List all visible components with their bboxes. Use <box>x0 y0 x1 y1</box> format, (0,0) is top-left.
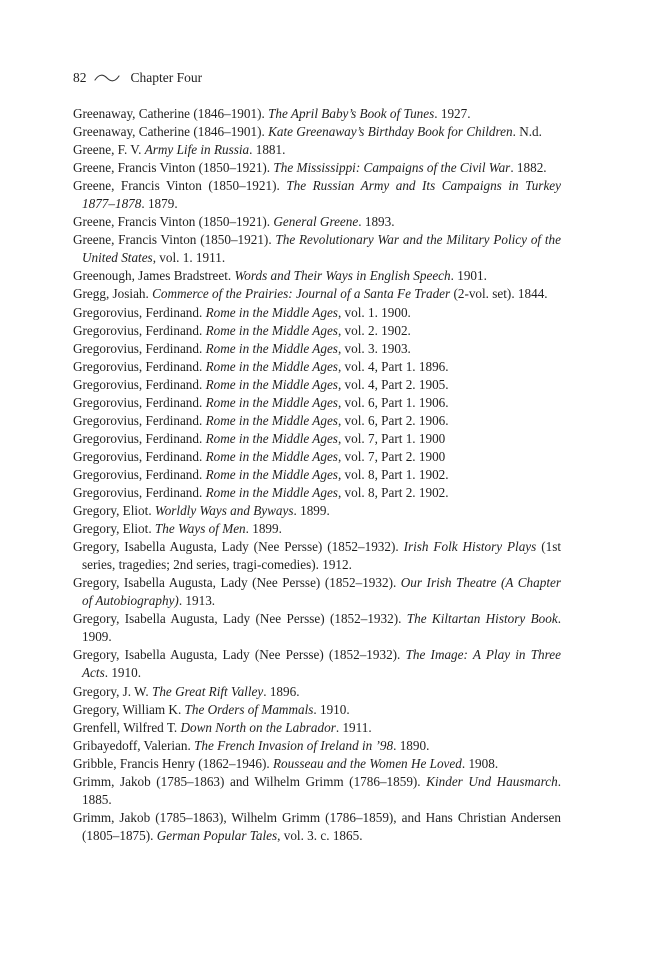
swash-icon <box>94 73 120 83</box>
entry-author: Gregorovius, Ferdinand. <box>73 304 206 320</box>
entry-title: Rome in the Middle Ages <box>205 322 338 338</box>
entry-title: Rome in the Middle Ages <box>205 358 338 374</box>
entry-title: Down North on the Labrador <box>180 719 336 735</box>
entry-details: . 1911. <box>335 719 372 735</box>
bibliography-entry <box>73 538 561 574</box>
entry-details: . N.d. <box>512 124 542 140</box>
bibliography-entry <box>73 520 561 538</box>
bibliography-entry <box>73 177 561 213</box>
entry-title: The Orders of Mammals <box>184 701 314 717</box>
entry-author: Gribayedoff, Valerian. <box>73 737 195 753</box>
entry-title: Army Life in Russia <box>144 142 250 158</box>
entry-title: Rousseau and the Women He Loved <box>272 755 462 771</box>
entry-author: Gregory, Isabella Augusta, Lady (Nee Persse) (1852–1932). <box>73 611 407 627</box>
entry-author: Grimm, Jakob (1785–1863), Wilhelm Grimm (1786–1859), and Hans Christian Andersen (1805–1875). <box>73 809 561 843</box>
entry-title: Rome in the Middle Ages <box>205 376 338 392</box>
entry-title: Kinder Und Hausmarch <box>426 773 558 789</box>
entry-title: Rome in the Middle Ages <box>205 304 338 320</box>
entry-author: Gregorovius, Ferdinand. <box>73 358 206 374</box>
bibliography-entry <box>73 484 561 502</box>
running-head <box>73 62 561 94</box>
bibliography-entry <box>73 376 561 394</box>
bibliography-entry <box>73 809 561 845</box>
entry-author: Gregory, Eliot. <box>73 521 155 537</box>
bibliography-entry <box>73 141 561 159</box>
bibliography-entry <box>73 773 561 809</box>
entry-title: Kate Greenaway’s Birthday Book for Children <box>268 124 513 140</box>
entry-details: . 1910. <box>104 665 141 681</box>
entry-title: Rome in the Middle Ages <box>205 340 338 356</box>
entry-title: The Kiltartan History Book <box>406 611 558 627</box>
entry-title: Rome in the Middle Ages <box>205 448 338 464</box>
entry-title: German Popular Tales <box>156 827 278 843</box>
entry-author: Grimm, Jakob (1785–1863) and Wilhelm Grimm (1786–1859). <box>73 773 427 789</box>
entry-author: Grenfell, Wilfred T. <box>73 719 181 735</box>
entry-details: , vol. 4, Part 2. 1905. <box>337 376 449 392</box>
bibliography-entry <box>73 123 561 141</box>
entry-details: , vol. 7, Part 1. 1900 <box>337 430 446 446</box>
entry-details: . 1913. <box>178 593 216 609</box>
entry-author: Gregorovius, Ferdinand. <box>73 322 206 338</box>
bibliography-entry <box>73 646 561 682</box>
bibliography-entry <box>73 737 561 755</box>
entry-details: (2-vol. set). 1844. <box>450 286 548 302</box>
entry-title: Rome in the Middle Ages <box>205 430 338 446</box>
entry-details: , vol. 1. 1900. <box>337 304 411 320</box>
entry-details: , vol. 6, Part 1. 1906. <box>337 394 449 410</box>
bibliography-entry <box>73 304 561 322</box>
entry-details: , vol. 3. c. 1865. <box>277 827 363 843</box>
entry-title: The French Invasion of Ireland in ’98 <box>194 737 394 753</box>
entry-author: Greenaway, Catherine (1846–1901). <box>73 124 269 140</box>
entry-author: Gregorovius, Ferdinand. <box>73 412 206 428</box>
bibliography-entry <box>73 105 561 123</box>
entry-details: , vol. 6, Part 2. 1906. <box>337 412 449 428</box>
entry-details: , vol. 1. 1911. <box>152 250 226 266</box>
entry-details: . 1881. <box>249 142 286 158</box>
entry-author: Gregory, Isabella Augusta, Lady (Nee Persse) (1852–1932). <box>73 575 401 591</box>
entry-title: Commerce of the Prairies: Journal of a Santa Fe Trader <box>152 286 451 302</box>
bibliography-list <box>73 105 561 845</box>
entry-author: Greenough, James Bradstreet. <box>73 268 235 284</box>
entry-author: Gregorovius, Ferdinand. <box>73 448 206 464</box>
entry-author: Gregorovius, Ferdinand. <box>73 394 206 410</box>
entry-details: . 1908. <box>461 755 499 771</box>
bibliography-entry <box>73 610 561 646</box>
entry-details: , vol. 8, Part 2. 1902. <box>337 484 449 500</box>
bibliography-entry <box>73 448 561 466</box>
entry-author: Gregory, Isabella Augusta, Lady (Nee Persse) (1852–1932). <box>73 539 404 555</box>
entry-title: The Image: A Play in Three Acts <box>82 647 561 681</box>
entry-title: Our Irish Theatre (A Chapter of Autobiography) <box>82 575 561 609</box>
entry-author: Greene, Francis Vinton (1850–1921). <box>73 160 274 176</box>
entry-author: Gregorovius, Ferdinand. <box>73 484 206 500</box>
entry-author: Greenaway, Catherine (1846–1901). <box>73 106 269 121</box>
entry-author: Gregorovius, Ferdinand. <box>73 340 206 356</box>
bibliography-entry <box>73 231 561 267</box>
bibliography-entry <box>73 159 561 177</box>
entry-title: Worldly Ways and Byways <box>154 503 294 519</box>
entry-author: Greene, Francis Vinton (1850–1921). <box>73 214 274 230</box>
entry-title: The April Baby’s Book of Tunes <box>268 106 435 121</box>
bibliography-entry <box>73 430 561 448</box>
entry-details: . 1885. <box>82 773 561 807</box>
entry-title: The Ways of Men <box>154 521 246 537</box>
entry-details: (1st series, tragedies; 2nd series, tragi-comedies). 1912. <box>82 539 561 573</box>
bibliography-entry <box>73 683 561 701</box>
bibliography-entry <box>73 412 561 430</box>
entry-title: Rome in the Middle Ages <box>205 412 338 428</box>
entry-details: . 1879. <box>141 196 178 212</box>
entry-title: The Revolutionary War and the Military Policy of the United States <box>82 232 561 266</box>
entry-details: , vol. 3. 1903. <box>337 340 411 356</box>
entry-details: , vol. 7, Part 2. 1900 <box>337 448 446 464</box>
entry-details: , vol. 2. 1902. <box>337 322 411 338</box>
entry-author: Gregg, Josiah. <box>73 286 153 302</box>
entry-title: General Greene <box>273 214 359 230</box>
chapter-title: Chapter Four <box>130 70 203 85</box>
page-number: 82 <box>73 70 87 85</box>
entry-author: Greene, Francis Vinton (1850–1921). <box>73 232 276 248</box>
book-page <box>73 62 561 845</box>
entry-title: Words and Their Ways in English Speech <box>234 268 451 284</box>
bibliography-entry <box>73 394 561 412</box>
entry-title: Rome in the Middle Ages <box>205 484 338 500</box>
entry-details: . 1909. <box>82 611 561 645</box>
entry-title: The Russian Army and Its Campaigns in Turkey 1877–1878 <box>82 178 562 212</box>
entry-title: The Mississippi: Campaigns of the Civil War <box>273 160 511 176</box>
entry-details: , vol. 4, Part 1. 1896. <box>337 358 449 374</box>
entry-title: Irish Folk History Plays <box>403 539 537 555</box>
entry-author: Gribble, Francis Henry (1862–1946). <box>73 755 273 771</box>
bibliography-entry <box>73 502 561 520</box>
entry-title: The Great Rift Valley <box>152 683 264 699</box>
entry-author: Gregory, Isabella Augusta, Lady (Nee Persse) (1852–1932). <box>73 647 406 663</box>
entry-author: Gregory, William K. <box>73 701 185 717</box>
entry-author: Gregory, J. W. <box>73 683 152 699</box>
entry-details: . 1893. <box>358 214 395 230</box>
entry-details: . 1910. <box>313 701 350 717</box>
bibliography-entry <box>73 755 561 773</box>
entry-author: Gregorovius, Ferdinand. <box>73 430 206 446</box>
entry-author: Greene, F. V. <box>73 142 145 158</box>
bibliography-entry <box>73 574 561 610</box>
bibliography-entry <box>73 466 561 484</box>
entry-details: . 1927. <box>434 106 471 121</box>
bibliography-entry <box>73 267 561 285</box>
bibliography-entry <box>73 322 561 340</box>
bibliography-entry <box>73 340 561 358</box>
entry-details: . 1901. <box>450 268 487 284</box>
entry-details: . 1890. <box>393 737 430 753</box>
entry-details: , vol. 8, Part 1. 1902. <box>337 466 449 482</box>
entry-details: . 1882. <box>510 160 547 176</box>
entry-author: Greene, Francis Vinton (1850–1921). <box>73 178 287 194</box>
bibliography-entry <box>73 285 561 303</box>
entry-details: . 1899. <box>293 503 330 519</box>
bibliography-entry <box>73 358 561 376</box>
entry-title: Rome in the Middle Ages <box>205 394 338 410</box>
bibliography-entry <box>73 213 561 231</box>
entry-title: Rome in the Middle Ages <box>205 466 338 482</box>
bibliography-entry <box>73 719 561 737</box>
entry-author: Gregory, Eliot. <box>73 503 155 519</box>
entry-details: . 1899. <box>245 521 282 537</box>
entry-author: Gregorovius, Ferdinand. <box>73 376 206 392</box>
entry-author: Gregorovius, Ferdinand. <box>73 466 206 482</box>
entry-details: . 1896. <box>263 683 300 699</box>
bibliography-entry <box>73 701 561 719</box>
